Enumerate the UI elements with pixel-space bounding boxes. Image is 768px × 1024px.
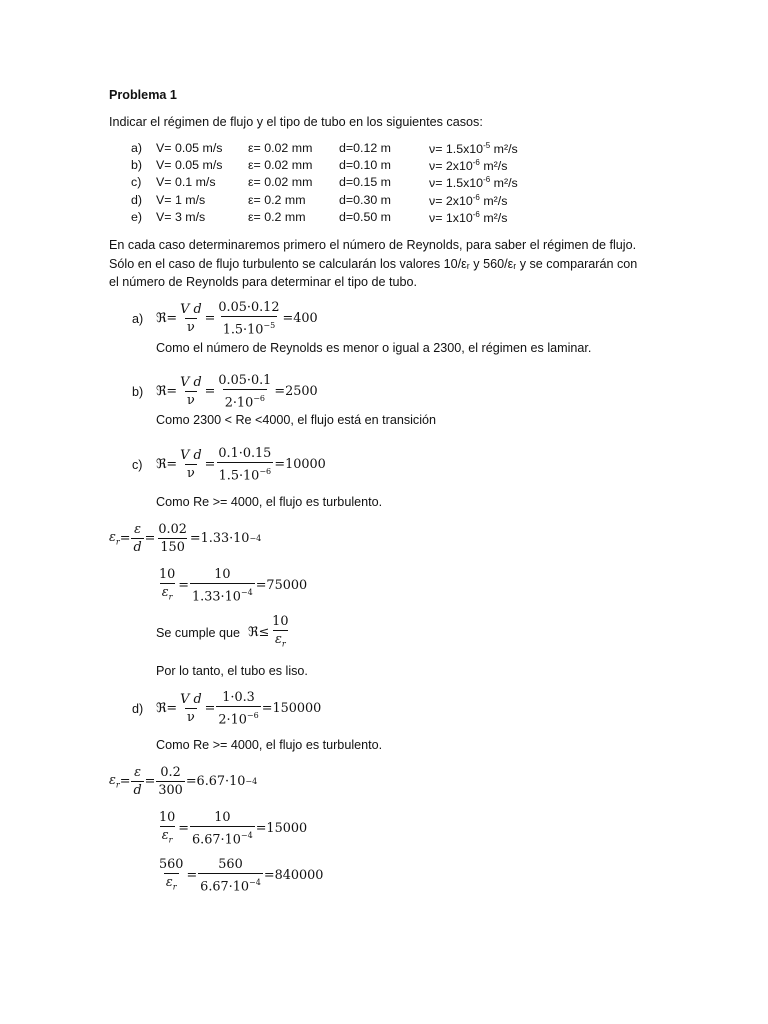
explanation-line: el número de Reynolds para determinar el tipo de tubo. — [109, 275, 418, 289]
case-viscosity: $\nu= 2x10^{-6}$ m²/s — [429, 193, 508, 209]
case-roughness: ε= 0.02 mm — [248, 141, 313, 155]
note-d: Como Re >= 4000, el flujo es turbulento. — [156, 738, 383, 752]
case-velocity: V= 0.05 m/s — [156, 158, 223, 172]
case-roughness: ε= 0.2 mm — [248, 210, 306, 224]
reynolds-result-d: 150000 — [272, 701, 322, 717]
reynolds-formula-a: ℜ = $\frac{\text{V d}}{\nu}$ = $\frac{0.05\cdot 0.12}{1.5\cdot 10^{-5}}$ = 400 — [156, 300, 318, 338]
problem-title: Problema 1 — [109, 88, 177, 102]
intro-text: Indicar el régimen de flujo y el tipo de tubo en los siguientes casos: — [109, 115, 483, 129]
case-viscosity: $\nu= 1.5x10^{-5}$ m²/s — [429, 141, 518, 157]
case-velocity: V= 1 m/s — [156, 193, 206, 207]
note-b: Como 2300 < Re <4000, el flujo está en transición — [156, 413, 437, 427]
case-diameter: d=0.15 m — [339, 175, 392, 189]
reynolds-formula-d: ℜ = $\frac{\text{V d}}{\nu}$ = $\frac{1\cdot 0.3}{2\cdot 10^{-6}}$ = 150000 — [156, 690, 322, 728]
explanation-line: En cada caso determinaremos primero el número de Reynolds, para saber el régimen de flujo. — [109, 238, 637, 252]
relative-roughness-c: $\varepsilon_r$ = $\frac{\varepsilon}{d}$ = $\frac{0.02}{150}$ = 1.33·10 −4 — [109, 522, 262, 555]
note-c: Como Re >= 4000, el flujo es turbulento. — [156, 495, 383, 509]
explanation-line: Sólo en el caso de flujo turbulento se calcularán los valores 10/εᵣ y 560/εᵣ y se compararán con — [109, 257, 638, 271]
case-velocity: V= 0.05 m/s — [156, 141, 223, 155]
case-label: d) — [131, 193, 143, 207]
case-label: c) — [131, 175, 142, 189]
reynolds-formula-b: ℜ = $\frac{\text{V d}}{\nu}$ = $\frac{0.05\cdot 0.1}{2\cdot 10^{-6}}$ = 2500 — [156, 373, 318, 411]
case-diameter: d=0.12 m — [339, 141, 392, 155]
solution-label-c: c) — [132, 458, 143, 472]
case-roughness: ε= 0.02 mm — [248, 158, 313, 172]
case-label: e) — [131, 210, 143, 224]
case-viscosity: $\nu= 2x10^{-6}$ m²/s — [429, 158, 508, 174]
reynolds-result-b: 2500 — [285, 384, 318, 400]
ten-over-eps-c: $\frac{10}{\varepsilon_r}$ = $\frac{10}{1.33\cdot 10^{-4}}$ = 75000 — [159, 567, 308, 605]
relative-roughness-d: $\varepsilon_r$ = $\frac{\varepsilon}{d}$ = $\frac{0.2}{300}$ = 6.67·10 −4 — [109, 765, 258, 798]
reynolds-result-c: 10000 — [285, 457, 326, 473]
ten-over-eps-d: $\frac{10}{\varepsilon_r}$ = $\frac{10}{6.67\cdot 10^{-4}}$ = 15000 — [159, 810, 308, 848]
comparison-c: Se cumple que ℜ ≤ $\frac{10}{\varepsilon_r}$ — [156, 614, 291, 652]
conclusion-c: Por lo tanto, el tubo es liso. — [156, 664, 308, 678]
case-velocity: V= 3 m/s — [156, 210, 206, 224]
reynolds-result-a: 400 — [293, 311, 318, 327]
case-viscosity: $\nu= 1.5x10^{-6}$ m²/s — [429, 175, 518, 191]
case-velocity: V= 0.1 m/s — [156, 175, 216, 189]
case-label: a) — [131, 141, 143, 155]
solution-label-a: a) — [132, 312, 144, 326]
solution-label-d: d) — [132, 702, 144, 716]
five-sixty-over-eps-d: $\frac{560}{\varepsilon_r}$ = $\frac{560}{6.67\cdot 10^{-4}}$ = 840000 — [159, 857, 324, 895]
reynolds-formula-c: ℜ = $\frac{\text{V d}}{\nu}$ = $\frac{0.1\cdot 0.15}{1.5\cdot 10^{-6}}$ = 10000 — [156, 446, 326, 484]
solution-label-b: b) — [132, 385, 144, 399]
case-diameter: d=0.10 m — [339, 158, 392, 172]
note-a: Como el número de Reynolds es menor o igual a 2300, el régimen es laminar. — [156, 341, 592, 355]
case-diameter: d=0.50 m — [339, 210, 392, 224]
case-label: b) — [131, 158, 143, 172]
case-roughness: ε= 0.2 mm — [248, 193, 306, 207]
case-diameter: d=0.30 m — [339, 193, 392, 207]
case-roughness: ε= 0.02 mm — [248, 175, 313, 189]
case-viscosity: $\nu= 1x10^{-6}$ m²/s — [429, 210, 508, 226]
